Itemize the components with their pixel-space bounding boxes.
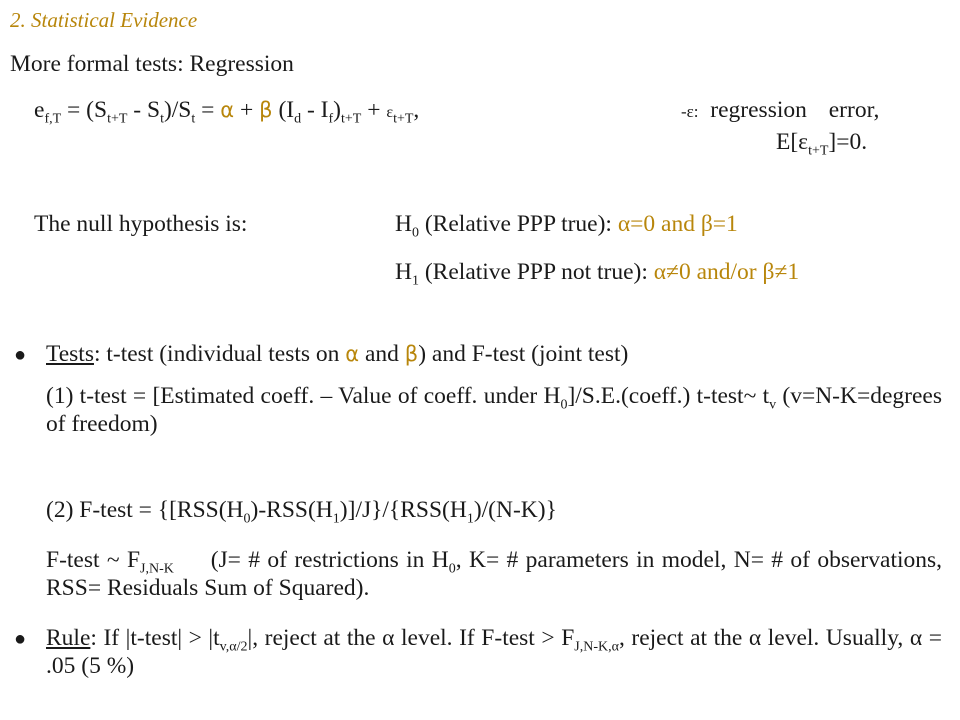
h1-description: (Relative PPP not true): [424,259,648,285]
alpha-symbol: α [345,342,360,366]
eq-sub: d [294,111,302,127]
f-dist-text: F-test ~ F [46,547,141,573]
h1-symbol: H [395,259,412,285]
expectation-text: E[ε [776,129,809,155]
h0-line [395,210,738,241]
eq-part: (I [278,97,295,123]
f-test-sub: 0 [243,511,251,527]
f-test-text: (2) F-test = {[RSS(H [46,497,244,523]
eq-lhs: e [34,97,45,123]
eq-sub: t+T [341,111,362,127]
f-dist-sub: J,N-K [140,561,174,577]
rule-text: , reject at the α level. Usually, α = .05 (5 %) [46,625,942,679]
f-dist-sub: 0 [448,561,456,577]
eq-sub: t+T [808,143,829,159]
eq-part: ) [333,97,341,123]
eq-sub: t [191,111,196,127]
f-test-formula [46,496,557,527]
rule-sub: J,N-K,α [574,639,619,655]
f-test-text: )-RSS(H [250,497,333,523]
rule-sub: v,α/2 [219,639,248,655]
eq-part: , [413,97,420,123]
alpha-symbol: α [220,98,235,122]
epsilon-symbol: ε [386,104,394,121]
eq-sub: t+T [393,111,414,127]
eq-part: + [367,97,381,123]
h0-condition: α=0 and β=1 [617,211,738,237]
regression-equation [34,96,419,127]
f-dist-text: (J= # of restrictions in H [173,547,449,573]
eq-part: = [201,97,215,123]
rule-line [46,624,942,680]
epsilon-note-dash: -ε: [681,102,699,121]
beta-symbol: β [259,98,273,122]
eq-sub: t [160,111,164,127]
t-test-text: (v=N-K=degrees of freedom) [46,383,942,437]
subtitle: More formal tests: Regression [10,51,294,77]
rule-text: |, reject at the α level. If F-test > F [247,625,575,651]
epsilon-note [681,96,879,126]
h0-description: (Relative PPP true): [424,211,612,237]
h1-line [395,258,800,289]
t-test-sub: v [769,397,777,413]
bullet-icon: ● [14,628,27,650]
eq-part: )/S [163,97,192,123]
slide-title: 2. Statistical Evidence [10,8,198,32]
h0-symbol: H [395,211,412,237]
beta-symbol: β [404,342,419,366]
f-test-distribution [46,546,942,602]
eq-part: - S [133,97,161,123]
f-test-text: )/(N-K)} [473,497,557,523]
eq-lhs-sub: f,T [44,111,62,127]
h0-sub: 0 [411,225,419,241]
t-test-description [46,382,942,438]
h1-sub: 1 [411,273,419,289]
f-test-sub: 1 [466,511,474,527]
tests-text: ) and F-test (joint test) [418,341,629,367]
f-test-sub: 1 [332,511,340,527]
tests-text: and [364,341,399,367]
expectation-end: ]=0. [828,129,868,155]
eq-sub: f [328,111,334,127]
eq-part: = (S [67,97,108,123]
rule-text: : If |t-test| > |t [90,625,220,651]
null-hypothesis-label: The null hypothesis is: [34,211,248,237]
eq-part: + [240,97,254,123]
epsilon-note-text: regression error, [710,97,880,123]
t-test-sub: 0 [560,397,568,413]
tests-text: : t-test (individual tests on [93,341,340,367]
tests-line [46,340,628,368]
expectation-note [776,128,868,159]
tests-label: Tests [46,341,94,367]
t-test-text: (1) t-test = [Estimated coeff. – Value of coeff. under H [46,383,561,409]
f-dist-text: , K= # parameters in model, N= # of observations, RSS= Residuals Sum of Squared). [46,547,943,601]
eq-sub: t+T [107,111,128,127]
h1-condition: α≠0 and/or β≠1 [653,259,800,285]
eq-part: - I [306,97,329,123]
bullet-icon: ● [14,344,27,366]
t-test-text: ]/S.E.(coeff.) t-test~ t [567,383,770,409]
rule-label: Rule [46,625,91,651]
f-test-text: )]/J}/{RSS(H [339,497,467,523]
